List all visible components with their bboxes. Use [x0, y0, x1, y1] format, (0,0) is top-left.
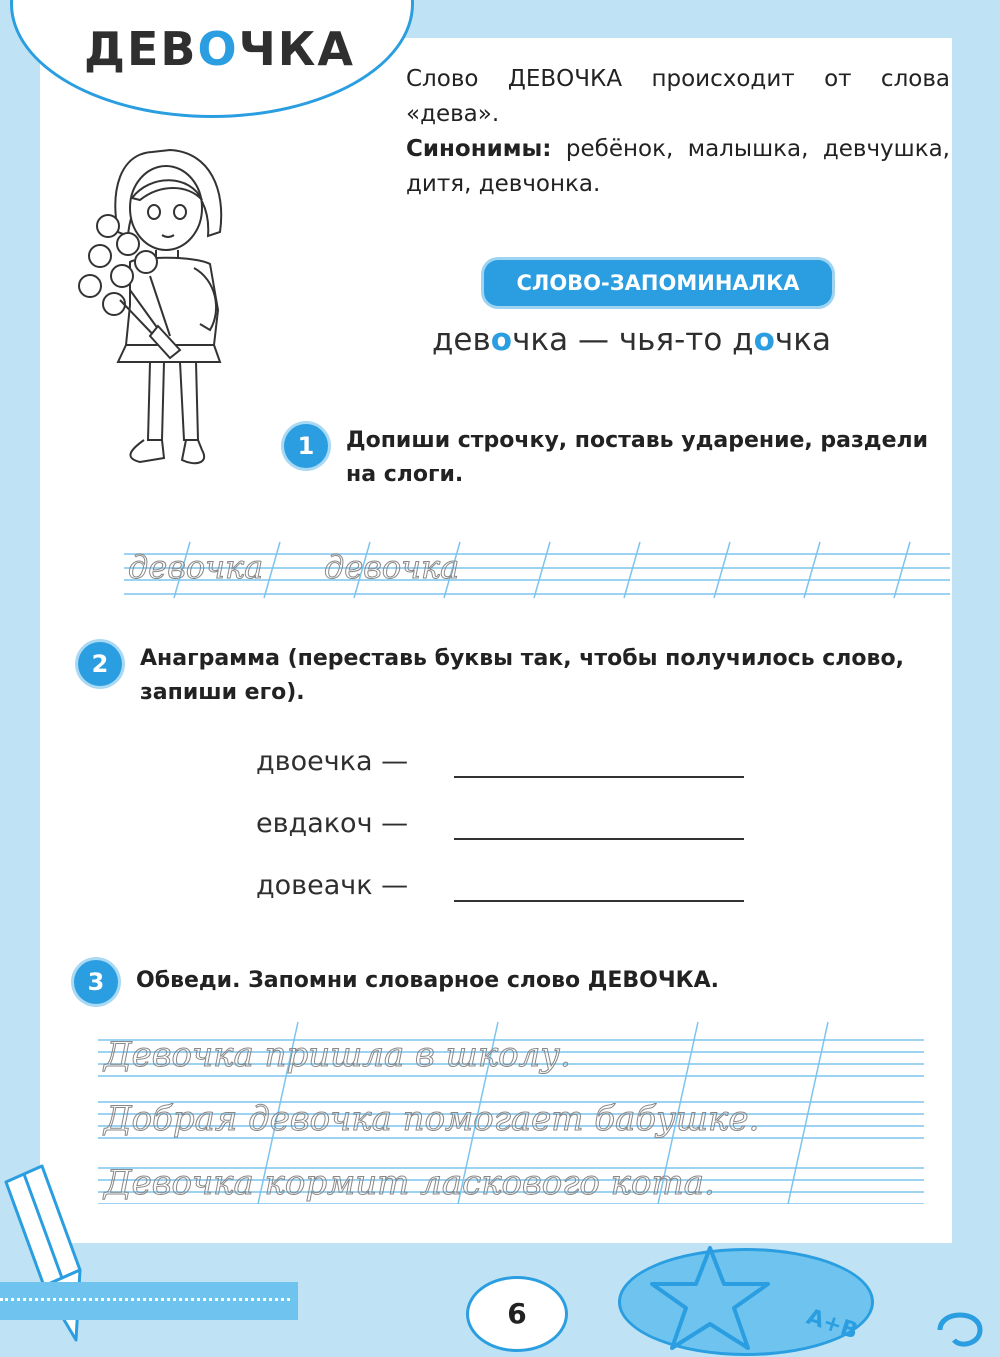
synonyms-label: Синонимы: [406, 136, 552, 162]
footer-bar [0, 1282, 298, 1320]
mnemonic-badge: СЛОВО-ЗАПОМИНАЛКА [484, 260, 832, 306]
task-1-text: Допиши строчку, поставь ударение, раздели на слоги. [346, 428, 929, 487]
task-2-number: 2 [78, 642, 122, 686]
tracing-sentence-2: Добрая девочка помогает бабушке. [104, 1099, 760, 1139]
anagram-row-3: довеачк — [256, 870, 409, 901]
synonyms-list: ребёнок, малышка, девчушка, дитя, девчонка. [406, 136, 950, 197]
tracing-sentence-3: Девочка кормит ласкового кота. [104, 1163, 715, 1203]
task-1-sample-word-1: девочка [128, 548, 264, 586]
anagram-word: довеачк [256, 870, 373, 901]
task-1-writing-lines [124, 538, 950, 608]
task-2-text: Анаграмма (переставь буквы так, чтобы получилось слово, запиши его). [140, 646, 904, 705]
star-icon [650, 1244, 780, 1354]
anagram-answer-line-2[interactable] [454, 838, 744, 840]
mnemonic-phrase: девочка — чья-то дочка [432, 322, 831, 358]
anagram-answer-line-1[interactable] [454, 776, 744, 778]
pencil-icon [2, 1160, 82, 1350]
ab-label: А+В [803, 1304, 861, 1345]
task-3-number: 3 [74, 960, 118, 1004]
task-1-sample-word-2: девочка [324, 548, 460, 586]
anagram-word: евдакоч [256, 808, 373, 839]
page-title: ДЕВОЧКА [84, 22, 355, 76]
intro-text [406, 62, 950, 202]
anagram-row-2: евдакоч — [256, 808, 409, 839]
task-1-number: 1 [284, 424, 328, 468]
girl-illustration-icon [70, 140, 270, 490]
page-number: 6 [466, 1276, 568, 1352]
task-3-text: Обведи. Запомни словарное слово ДЕВОЧКА. [136, 968, 720, 993]
anagram-answer-line-3[interactable] [454, 900, 744, 902]
synonyms [406, 132, 950, 202]
task-3-tracing-lines [98, 1020, 924, 1204]
footer-dots [0, 1298, 290, 1301]
tracing-sentence-1: Девочка пришла в школу. [104, 1035, 571, 1075]
swirl-icon [930, 1300, 990, 1357]
word-origin: Слово ДЕВОЧКА происходит от слова «дева». [406, 66, 950, 127]
anagram-row-1: двоечка — [256, 746, 409, 777]
anagram-word: двоечка [256, 746, 373, 777]
